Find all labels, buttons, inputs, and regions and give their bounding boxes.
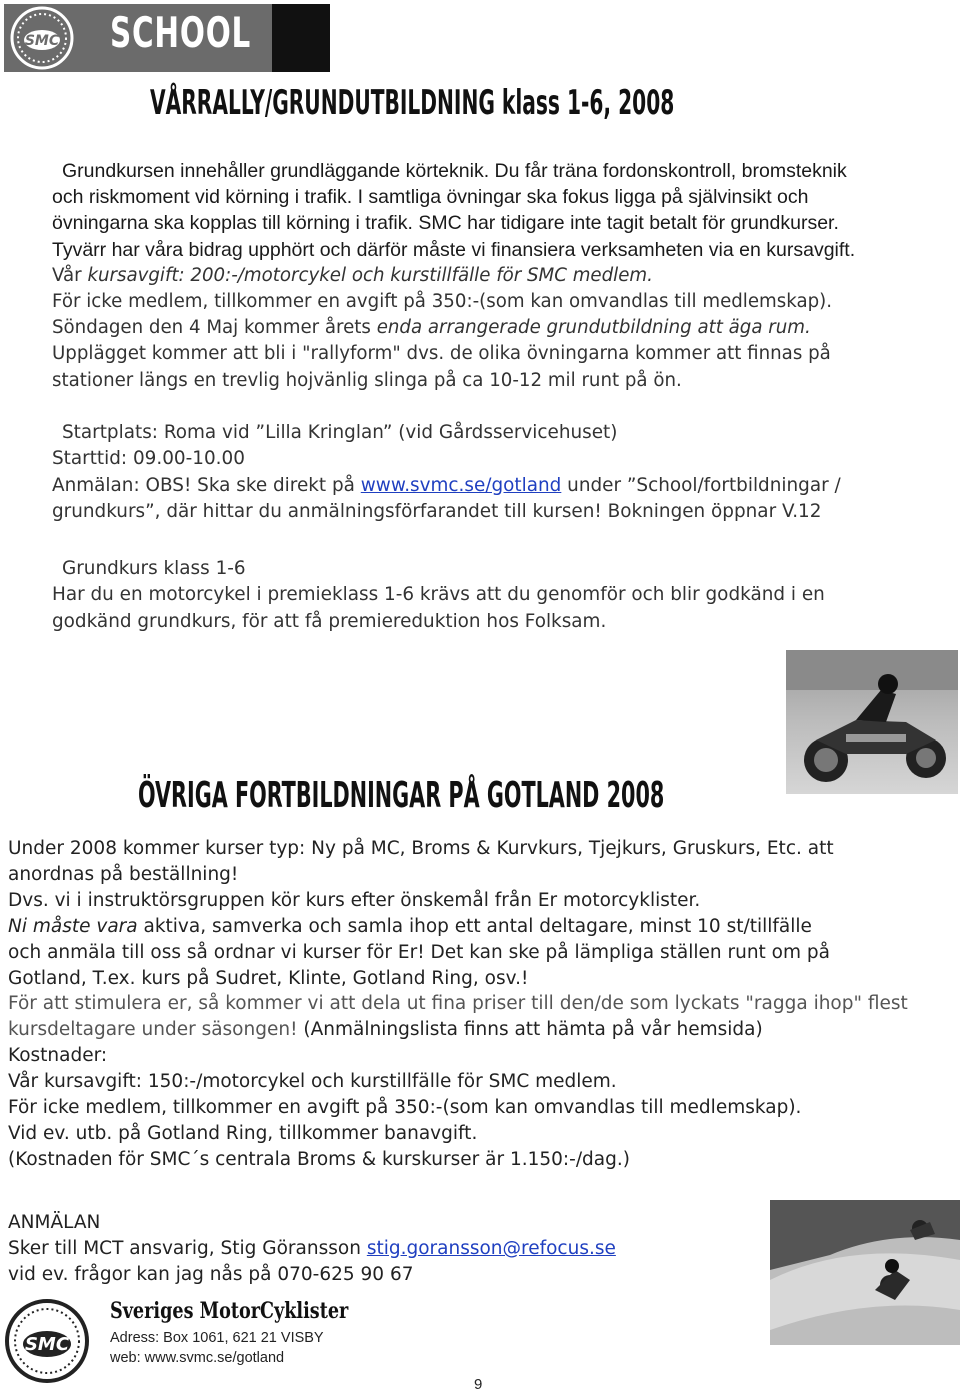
start-place: Startplats: Roma vid ”Lilla Kringlan” (vid Gårdsservicehuset) [62,422,618,443]
signup-section [8,1210,768,1288]
intro-line: Grundkursen innehåller grundläggande körteknik. Du får träna fordonskontroll, bromsteknik [62,160,847,182]
footer-org-name: Sveriges MotorCyklister [110,1298,349,1324]
other-line: Under 2008 kommer kurser typ: Ny på MC, Broms & Kurvkurs, Tjejkurs, Gruskurs, Etc. att [8,838,834,859]
layout-line: stationer längs en trevlig hojvänlig slinga på ca 10-12 mil runt på ön. [52,369,682,391]
signup-title: ANMÄLAN [8,1212,101,1233]
signup-prefix: Anmälan: OBS! Ska ske direkt på [52,474,361,496]
fee-prefix: Vår [52,264,88,286]
signup-suffix: under ”School/fortbildningar / [561,474,841,496]
header-title: SCHOOL [110,8,252,57]
basic-course-title: Grundkurs klass 1-6 [62,558,246,579]
other-line [8,914,953,940]
intro-paragraph [52,158,942,394]
sunday-line [52,315,942,341]
footer-address: Adress: Box 1061, 621 21 VISBY [110,1330,324,1346]
sunday-italic: enda arrangerade grundutbildning att äga rum. [376,317,811,339]
other-rest: aktiva, samverka och samla ihop ett antal deltagare, minst 10 st/tillfälle [137,915,812,937]
sunday-prefix: Söndagen den 4 Maj kommer årets [52,317,377,339]
intro-line: övningarna ska kopplas till körning i trafik. SMC har tidigare inte tagit betalt för grundkurser. [52,212,839,235]
intro-line: och riskmoment vid körning i trafik. I samtliga övningar ska fokus ligga på självinsikt och [52,186,809,209]
start-info [52,420,942,525]
race-track-photo [770,1200,960,1345]
other-line: För att stimulera er, så kommer vi att dela ut fina priser till den/de som lyckats "ragga ihop" flest [8,993,908,1015]
signup-line [52,473,942,499]
cost-line: För icke medlem, tillkommer en avgift på 350:-(som kan omvandlas till medlemskap). [8,1097,802,1119]
cost-line: Vår kursavgift: 150:-/motorcykel och kurstillfälle för SMC medlem. [8,1071,617,1093]
cost-line: Vid ev. utb. på Gotland Ring, tillkommer banavgift. [8,1122,478,1144]
signup-contact [8,1236,768,1262]
cost-line: (Kostnaden för SMC´s centrala Broms & kurskurser är 1.150:-/dag.) [8,1148,630,1170]
fee-italic: kursavgift: 200:-/motorcykel och kurstillfälle för SMC medlem. [87,264,653,286]
section-title-övriga: ÖVRIGA FORTBILDNINGAR PÅ GOTLAND 2008 [138,775,665,816]
other-line: anordnas på beställning! [8,863,239,885]
other-line-b: (Anmälningslista finns att hämta på vår hemsida) [303,1019,763,1041]
costs-label: Kostnader: [8,1045,108,1067]
other-courses [8,836,953,1173]
footer-logo-text: SMC [24,1334,70,1355]
section-title-vårrally: VÅRRALLY/GRUNDUTBILDNING klass 1-6, 2008 [150,83,675,123]
layout-line: Upplägget kommer att bli i "rallyform" dvs. de olika övningarna kommer att finnas på [52,343,831,365]
nonmember-line: För icke medlem, tillkommer en avgift på 350:-(som kan omvandlas till medlemskap). [52,291,833,313]
header-block [272,4,330,72]
other-line: Gotland, T.ex. kurs på Sudret, Klinte, Gotland Ring, osv.! [8,967,529,989]
other-line-a: kursdeltagare under säsongen! [8,1019,304,1041]
logo-text: SMC [24,33,60,49]
gotland-link[interactable]: www.svmc.se/gotland [360,474,562,496]
intro-line: Tyvärr har våra bidrag upphört och därför måste vi finansiera verksamheten via en kursavgift. [52,238,856,261]
signup-phone: vid ev. frågor kan jag nås på 070-625 90 67 [8,1264,414,1285]
signup-contact-prefix: Sker till MCT ansvarig, Stig Göransson [8,1238,367,1259]
other-line: och anmäla till oss så ordnar vi kurser för Er! Det kan ske på lämpliga ställen runt om på [8,941,830,963]
basic-course-line: Har du en motorcykel i premieklass 1-6 krävs att du genomför och blir godkänd i en [52,584,825,606]
basic-course-line: godkänd grundkurs, för att få premiereduktion hos Folksam. [52,610,607,632]
page-number: 9 [474,1376,483,1393]
smc-footer-logo-icon [4,1298,90,1384]
other-italic: Ni måste vara [8,915,138,937]
motorcycle-photo [786,650,958,794]
other-line: Dvs. vi i instruktörsgruppen kör kurs efter önskemål från Er motorcyklister. [8,889,701,911]
start-time: Starttid: 09.00-10.00 [52,448,245,470]
smc-logo-icon [10,6,74,70]
footer-web: web: www.svmc.se/gotland [110,1350,285,1366]
signup-line-2: grundkurs”, där hittar du anmälningsförfarandet till kursen! Bokningen öppnar V.12 [52,500,822,522]
fee-line [52,263,942,289]
basic-course [52,556,942,635]
email-link[interactable]: stig.goransson@refocus.se [366,1238,616,1259]
other-line [8,1017,953,1043]
